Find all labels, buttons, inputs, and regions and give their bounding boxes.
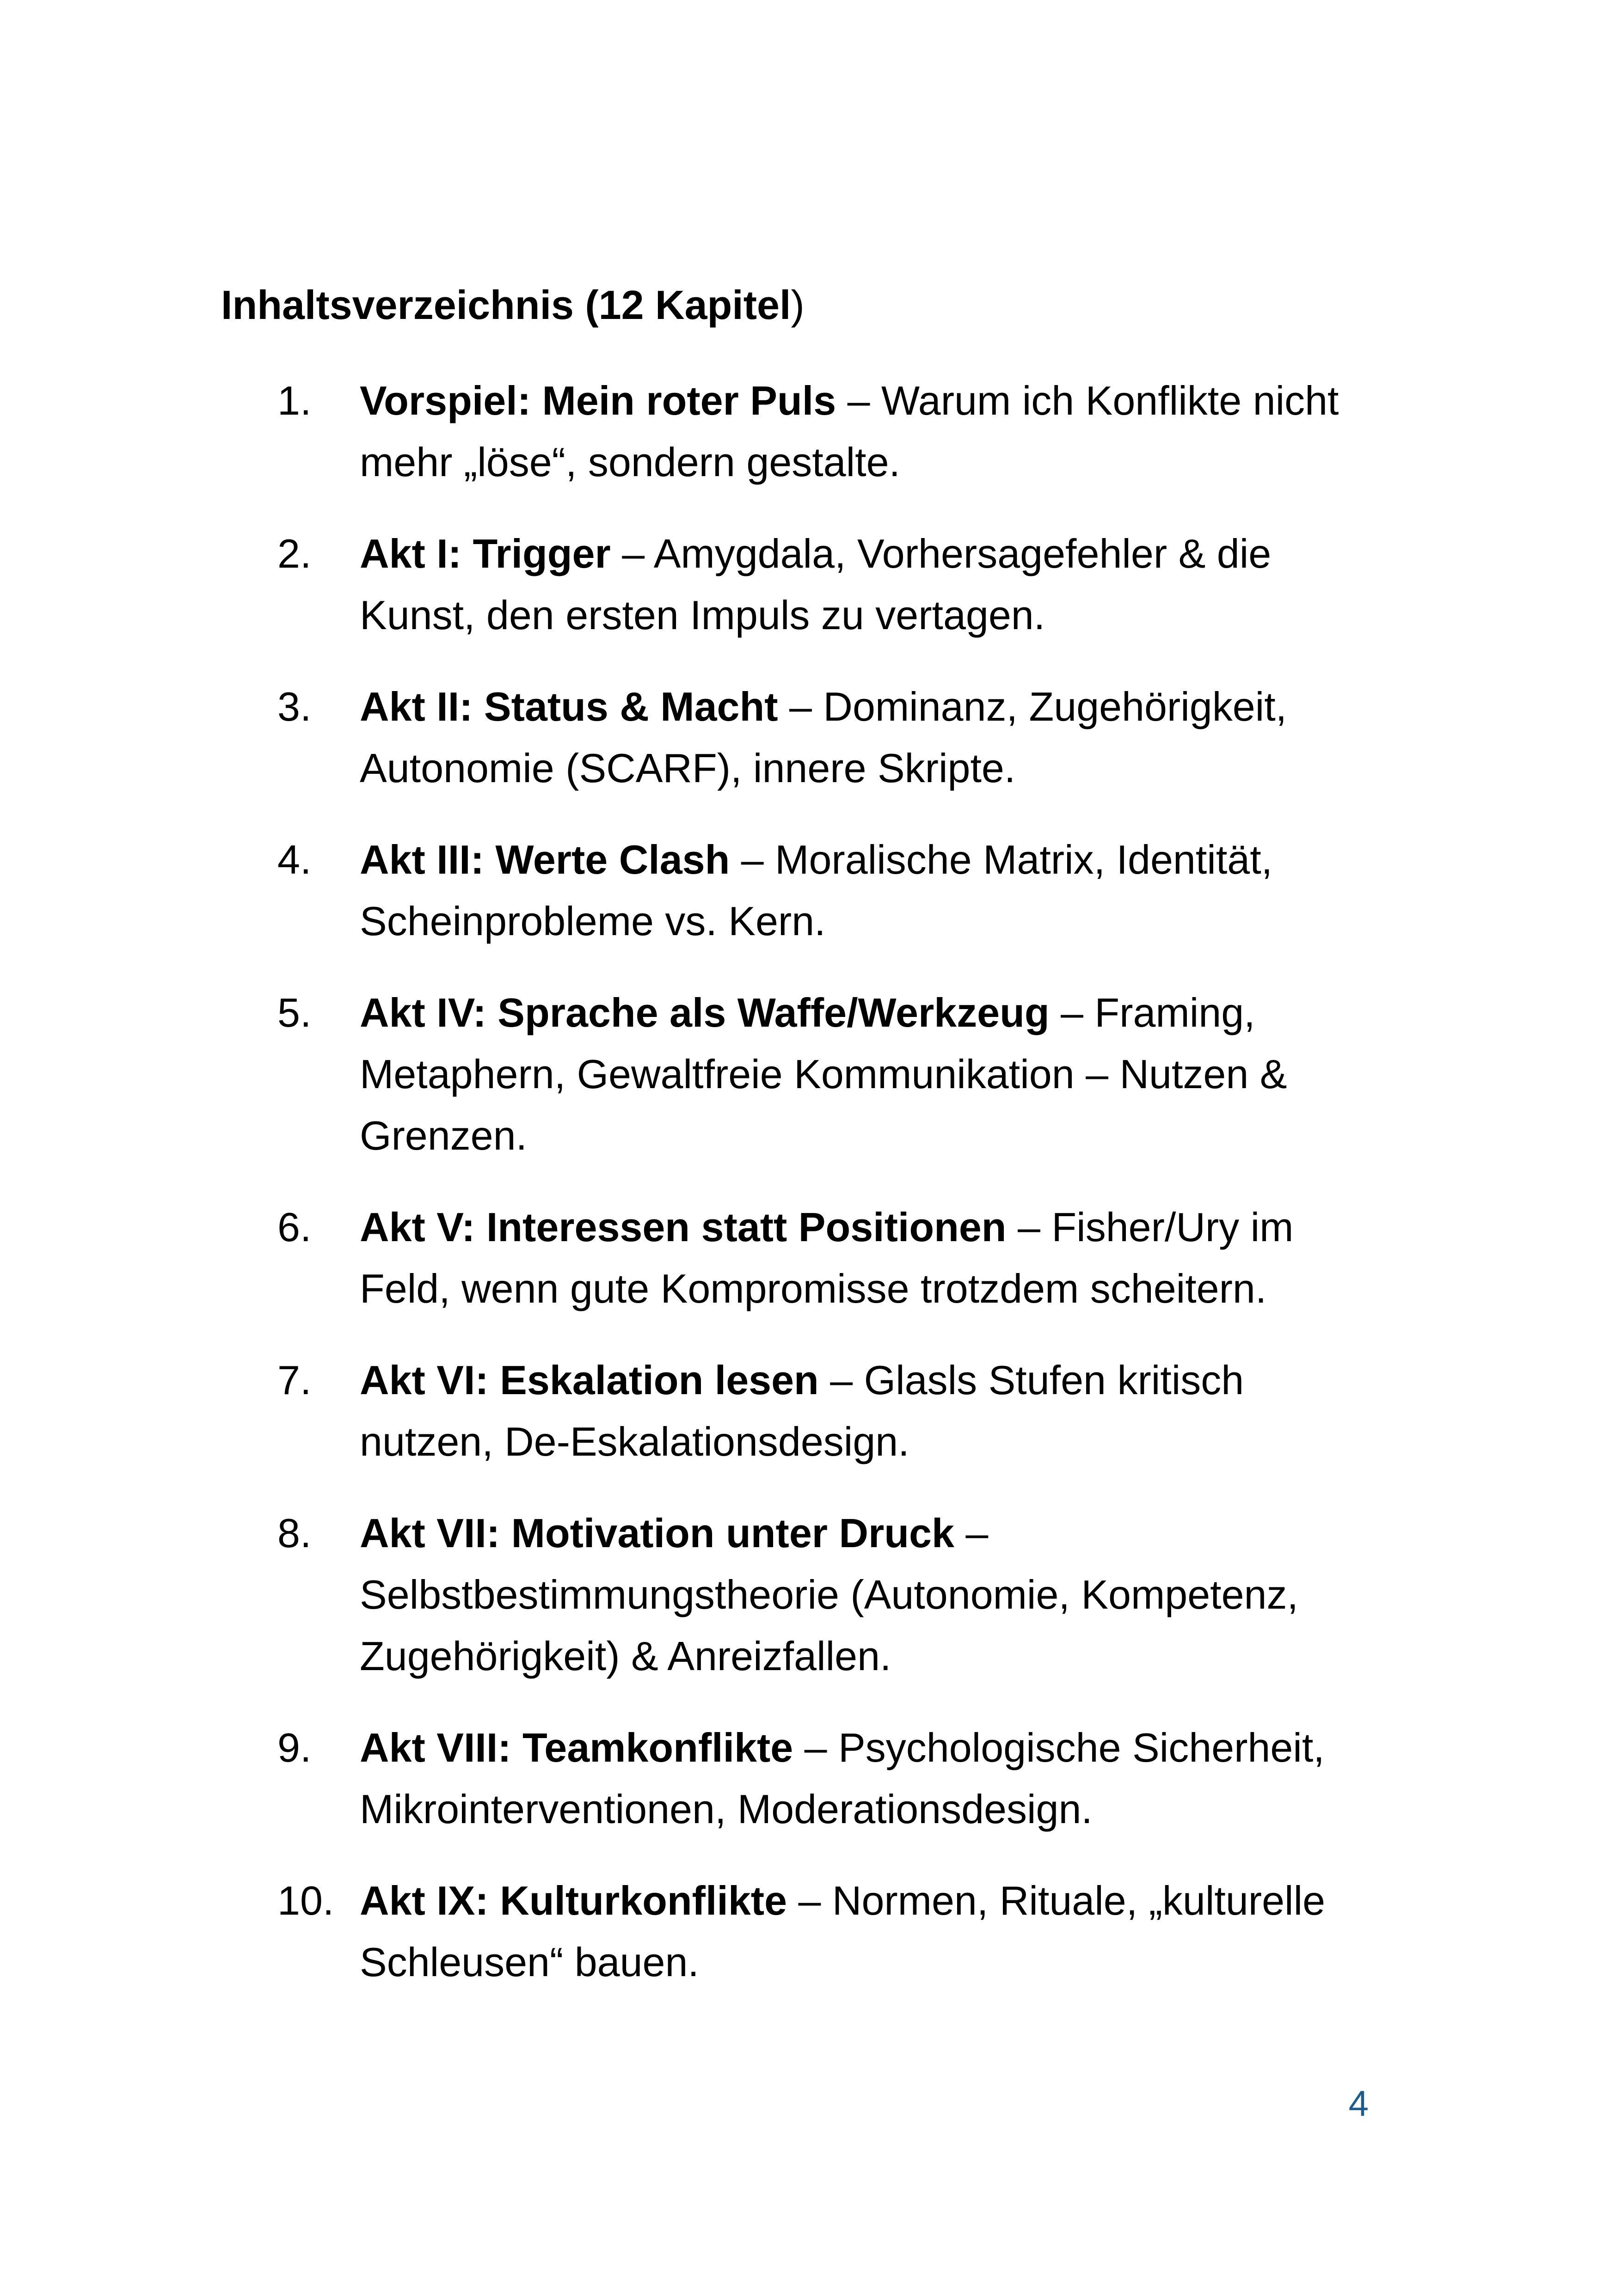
toc-item-title: Akt VI: Eskalation lesen	[360, 1357, 819, 1403]
toc-item-number: 3.	[277, 684, 312, 729]
toc-item-number: 2.	[277, 531, 312, 576]
page-number: 4	[1348, 2083, 1369, 2124]
toc-item-number: 7.	[277, 1357, 312, 1403]
toc-item-description: – Warum ich Konflikte nicht mehr „löse“, sondern gestalte.	[360, 378, 1339, 485]
toc-item	[277, 523, 1387, 646]
toc-item-title: Akt IX: Kulturkonflikte	[360, 1878, 787, 1923]
toc-item-title: Akt II: Status & Macht	[360, 684, 778, 729]
toc-item	[277, 1196, 1387, 1319]
toc-item	[277, 1717, 1387, 1840]
toc-item-number: 1.	[277, 378, 312, 423]
toc-item-description: – Dominanz, Zugehörigkeit, Autonomie (SCARF), innere Skripte.	[360, 684, 1287, 791]
toc-item-description: – Psychologische Sicherheit, Mikrointerventionen, Moderationsdesign.	[360, 1725, 1325, 1832]
toc-item	[277, 1870, 1387, 1993]
toc-item-number: 8.	[277, 1510, 312, 1556]
toc-item-title: Akt III: Werte Clash	[360, 837, 730, 882]
toc-heading	[221, 277, 805, 333]
toc-item	[277, 1502, 1387, 1687]
toc-item-number: 5.	[277, 990, 312, 1035]
toc-item-description: – Glasls Stufen kritisch nutzen, De-Eskalationsdesign.	[360, 1357, 1244, 1464]
toc-heading-text: Inhaltsverzeichnis (12 Kapitel	[221, 282, 791, 328]
toc-list	[277, 370, 1387, 2023]
toc-item	[277, 676, 1387, 799]
toc-heading-paren: )	[791, 282, 805, 328]
toc-item-number: 9.	[277, 1725, 312, 1770]
toc-item-title: Akt VII: Motivation unter Druck	[360, 1510, 954, 1556]
toc-item-description: – Framing, Metaphern, Gewaltfreie Kommunikation – Nutzen & Grenzen.	[360, 990, 1287, 1158]
toc-item-title: Vorspiel: Mein roter Puls	[360, 378, 836, 423]
toc-item-title: Akt I: Trigger	[360, 531, 611, 576]
toc-item-description: – Fisher/Ury im Feld, wenn gute Kompromisse trotzdem scheitern.	[360, 1204, 1294, 1311]
toc-item	[277, 370, 1387, 493]
toc-item-description: – Normen, Rituale, „kulturelle Schleusen“ bauen.	[360, 1878, 1326, 1985]
toc-item-description: – Amygdala, Vorhersagefehler & die Kunst, den ersten Impuls zu vertagen.	[360, 531, 1272, 638]
toc-item-number: 6.	[277, 1204, 312, 1250]
toc-item	[277, 829, 1387, 952]
toc-item-title: Akt IV: Sprache als Waffe/Werkzeug	[360, 990, 1050, 1035]
toc-item	[277, 982, 1387, 1166]
toc-item-description: – Moralische Matrix, Identität, Scheinprobleme vs. Kern.	[360, 837, 1273, 944]
toc-item-title: Akt V: Interessen statt Positionen	[360, 1204, 1007, 1250]
toc-item-description: – Selbstbestimmungstheorie (Autonomie, Kompetenz, Zugehörigkeit) & Anreizfallen.	[360, 1510, 1298, 1679]
toc-item-number: 4.	[277, 837, 312, 882]
toc-item-title: Akt VIII: Teamkonflikte	[360, 1725, 793, 1770]
toc-item	[277, 1349, 1387, 1472]
toc-item-number: 10.	[277, 1878, 334, 1923]
